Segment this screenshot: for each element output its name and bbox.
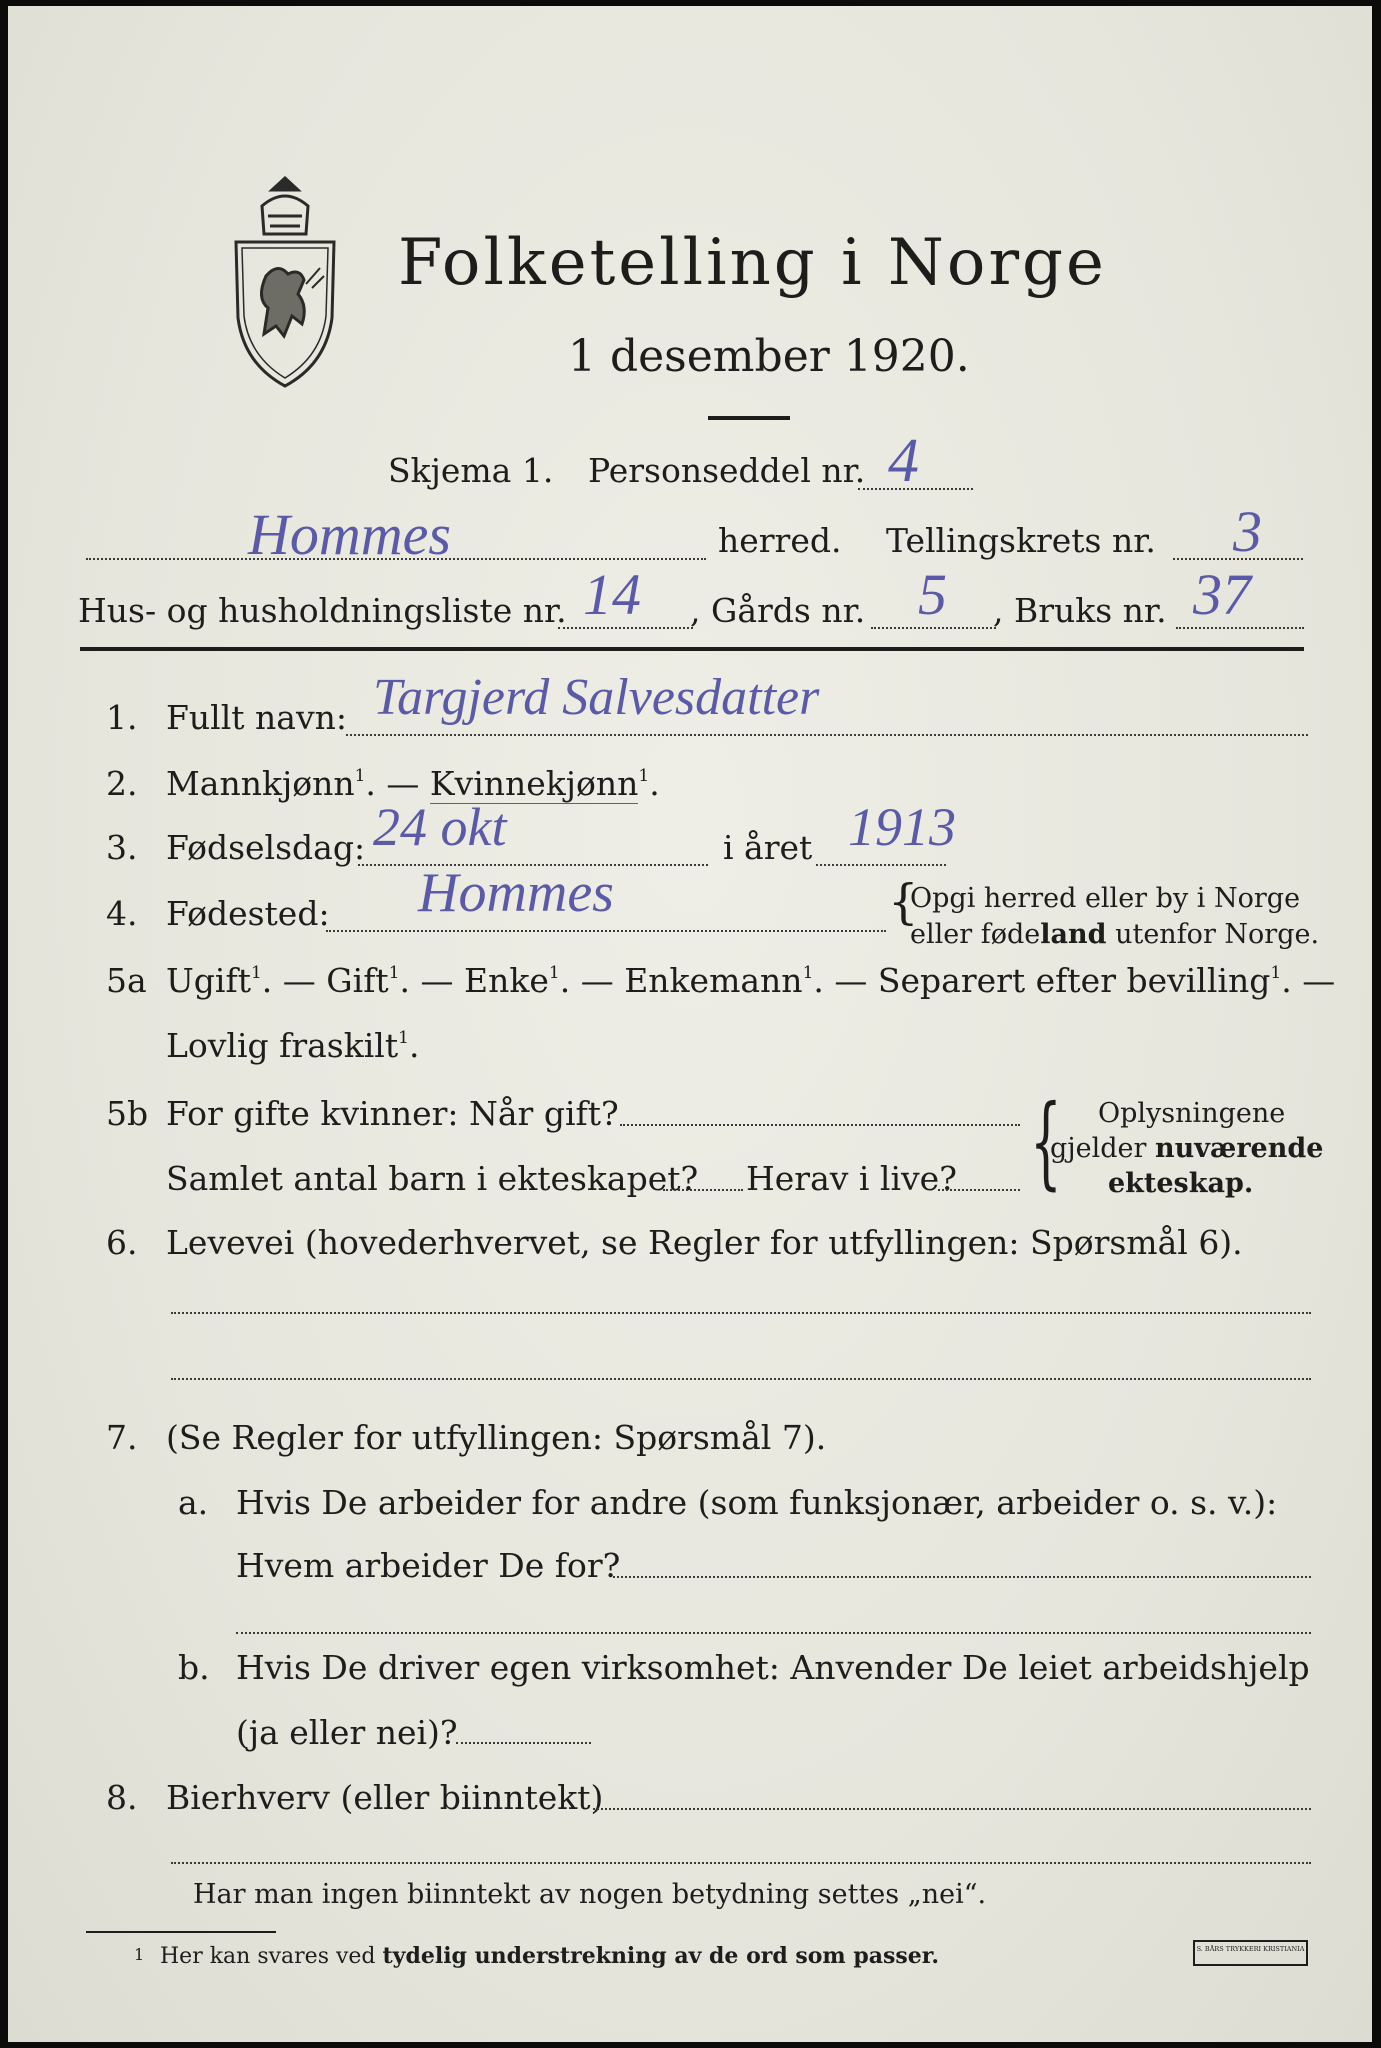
option-mannkjonn[interactable]: Mannkjønn bbox=[166, 764, 355, 803]
tellingskrets-value: 3 bbox=[1233, 499, 1262, 564]
herred-label: herred. bbox=[718, 521, 842, 560]
q7b-text2: (ja eller nei)? bbox=[236, 1713, 458, 1752]
q5b-label3: Herav i live? bbox=[746, 1159, 957, 1198]
skjema-label: Skjema 1. bbox=[388, 451, 554, 490]
q4-note-line2: eller fødeland utenfor Norge. bbox=[910, 919, 1320, 950]
printer-mark: S. BÅRS TRYKKERI KRISTIANIA bbox=[1193, 1940, 1308, 1966]
q7-label: (Se Regler for utfyllingen: Spørsmål 7). bbox=[166, 1418, 827, 1457]
q8-label: Bierhverv (eller biinntekt) bbox=[166, 1778, 604, 1817]
q1-number: 1. bbox=[106, 698, 138, 737]
option-enke[interactable]: Enke bbox=[464, 961, 549, 1000]
q6-label: Levevei (hovederhvervet, se Regler for utfyllingen: Spørsmål 6). bbox=[166, 1223, 1243, 1262]
herred-value: Hommes bbox=[248, 502, 451, 567]
hired-help-field[interactable] bbox=[456, 1742, 591, 1744]
employer-field-1[interactable] bbox=[613, 1576, 1311, 1578]
birthplace-value: Hommes bbox=[418, 862, 614, 924]
q5b-number: 5b bbox=[106, 1094, 149, 1133]
q5a-options: Ugift$^1$. — Gift$^1$. — Enke$^1$. — Enkemann$^1$. — Separert efter bevilling$^1$. — bbox=[166, 961, 1336, 1000]
occupation-field-2[interactable] bbox=[171, 1378, 1311, 1380]
personseddel-label: Personseddel nr. bbox=[588, 451, 866, 490]
q4-note-line1: Opgi herred eller by i Norge bbox=[910, 883, 1301, 914]
birth-year-value: 1913 bbox=[848, 797, 956, 857]
footnote-rule bbox=[86, 1931, 276, 1933]
bruks-value: 37 bbox=[1193, 562, 1251, 627]
q5b-label1: For gifte kvinner: Når gift? bbox=[166, 1094, 619, 1133]
q3-number: 3. bbox=[106, 828, 138, 867]
q5b-note2: gjelder nuværende bbox=[1050, 1133, 1324, 1164]
footnote-number: 1 bbox=[134, 1945, 145, 1964]
q6-number: 6. bbox=[106, 1223, 138, 1262]
q2-separator: — bbox=[386, 764, 420, 803]
husholdning-value: 14 bbox=[583, 562, 641, 627]
occupation-field-1[interactable] bbox=[171, 1312, 1311, 1314]
option-kvinnekjonn[interactable]: Kvinnekjønn bbox=[429, 764, 639, 803]
tellingskrets-label: Tellingskrets nr. bbox=[886, 521, 1156, 560]
q5a-line2: Lovlig fraskilt$^1$. bbox=[166, 1026, 420, 1065]
q7a-text: Hvis De arbeider for andre (som funksjonær, arbeider o. s. v.): bbox=[236, 1483, 1278, 1522]
q8-number: 8. bbox=[106, 1778, 138, 1817]
q1-label: Fullt navn: bbox=[166, 698, 347, 737]
q3-year-label: i året bbox=[723, 828, 813, 867]
when-married-field[interactable] bbox=[620, 1124, 1020, 1126]
census-date: 1 desember 1920. bbox=[568, 331, 970, 382]
birth-year-field[interactable] bbox=[816, 864, 946, 866]
personseddel-value: 4 bbox=[888, 427, 919, 495]
option-ugift[interactable]: Ugift bbox=[166, 961, 251, 1000]
side-income-field-2[interactable] bbox=[171, 1862, 1311, 1864]
q2-options: Mannkjønn$^1$. — Kvinnekjønn$^1$. bbox=[166, 764, 660, 803]
q7b-letter: b. bbox=[178, 1648, 210, 1687]
coat-of-arms-icon bbox=[226, 176, 344, 391]
option-enkemann[interactable]: Enkemann bbox=[624, 961, 803, 1000]
birthplace-field[interactable] bbox=[326, 930, 886, 932]
title-divider bbox=[708, 416, 790, 420]
q2-number: 2. bbox=[106, 764, 138, 803]
bruks-label: , Bruks nr. bbox=[993, 591, 1167, 630]
option-lovlig-fraskilt[interactable]: Lovlig fraskilt bbox=[166, 1026, 399, 1065]
header-rule bbox=[80, 647, 1304, 651]
side-income-field-1[interactable] bbox=[593, 1808, 1311, 1810]
q7b-text: Hvis De driver egen virksomhet: Anvender De leiet arbeidshjelp bbox=[236, 1648, 1310, 1687]
q7a-letter: a. bbox=[178, 1483, 209, 1522]
q7a-text2: Hvem arbeider De for? bbox=[236, 1546, 621, 1585]
q5b-label2: Samlet antal barn i ekteskapet? bbox=[166, 1159, 699, 1198]
full-name-field[interactable] bbox=[346, 734, 1308, 736]
husholdning-label: Hus- og husholdningsliste nr. bbox=[78, 591, 567, 630]
q5b-note1: Oplysningene bbox=[1098, 1098, 1286, 1129]
gards-label: , Gårds nr. bbox=[690, 591, 866, 630]
q5b-note4: ekteskap. bbox=[1108, 1168, 1254, 1199]
q5a-number: 5a bbox=[106, 961, 147, 1000]
census-form bbox=[8, 6, 1372, 2042]
bottom-note: Har man ingen biinntekt av nogen betydning settes „nei“. bbox=[193, 1879, 987, 1910]
q3-label: Fødselsdag: bbox=[166, 828, 366, 867]
q4-number: 4. bbox=[106, 894, 138, 933]
q7-number: 7. bbox=[106, 1418, 138, 1457]
gards-value: 5 bbox=[918, 562, 947, 627]
q5b-brace: { bbox=[1030, 1083, 1062, 1200]
children-alive-field[interactable] bbox=[938, 1189, 1020, 1191]
full-name-value: Targjerd Salvesdatter bbox=[373, 669, 820, 726]
birthday-value: 24 okt bbox=[373, 797, 507, 857]
employer-field-2[interactable] bbox=[236, 1632, 1311, 1634]
children-count-field[interactable] bbox=[663, 1189, 743, 1191]
option-gift[interactable]: Gift bbox=[326, 961, 389, 1000]
footnote-text: Her kan svares ved tydelig understrekning av de ord som passer. bbox=[160, 1943, 940, 1969]
form-title: Folketelling i Norge bbox=[398, 226, 1107, 300]
q4-brace: { bbox=[888, 874, 919, 930]
option-separert[interactable]: Separert efter bevilling bbox=[877, 961, 1271, 1000]
q4-label: Fødested: bbox=[166, 894, 330, 933]
